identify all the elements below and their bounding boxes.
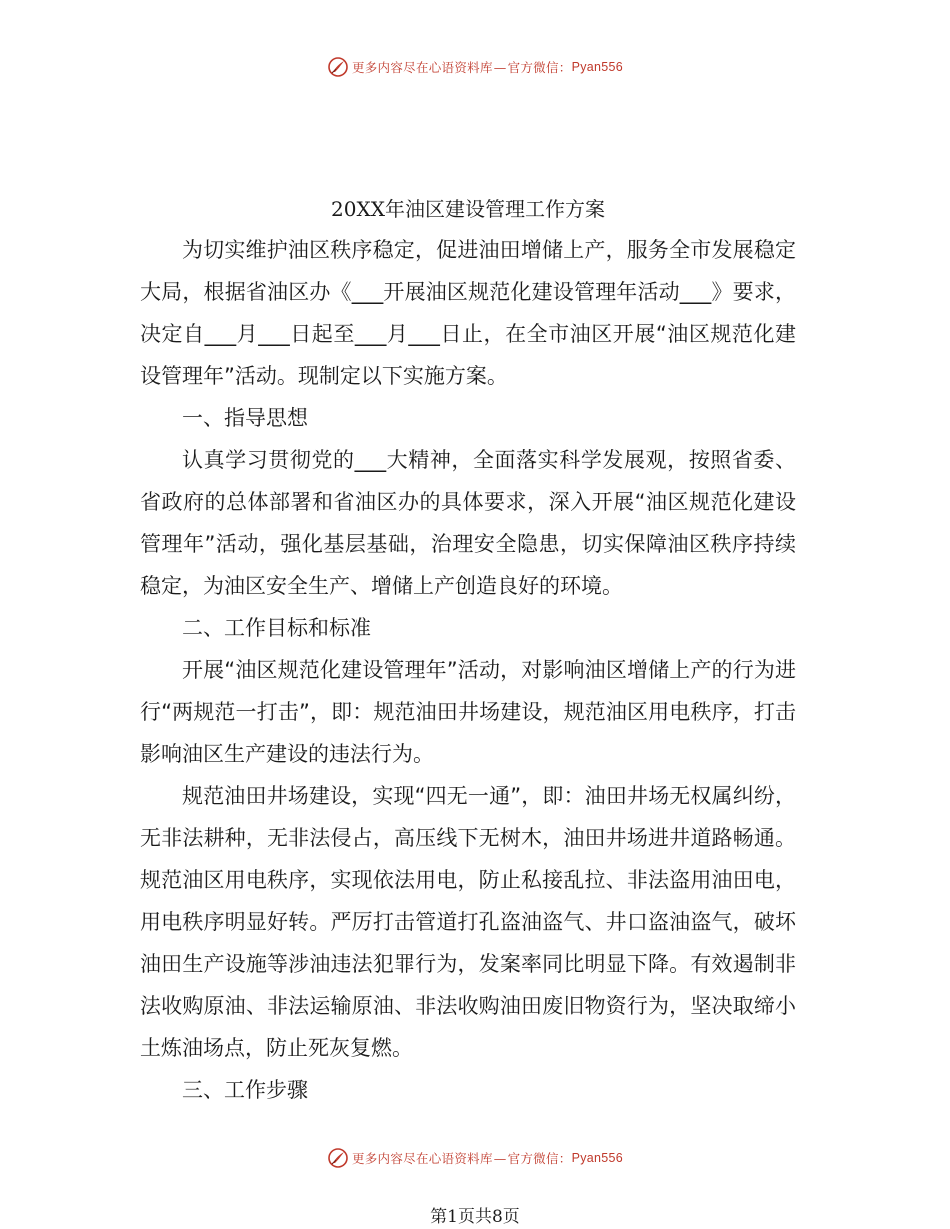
section-heading-guiding-ideology: 一、指导思想 xyxy=(182,406,308,430)
paragraph-goals: 开展“油区规范化建设管理年”活动，对影响油区增储上产的行为进行“两规范一打击”，即：规范油田井场建设，规范油区用电秩序，打击影响油区生产建设的违法行为。 xyxy=(140,658,796,766)
header-watermark xyxy=(0,55,950,79)
watermark-official-label: 官方微信： xyxy=(507,1151,572,1166)
watermark-wechat-id: Pyan556 xyxy=(571,60,624,74)
title-text: 年油区建设管理工作方案 xyxy=(384,197,605,221)
watermark-wechat-id: Pyan556 xyxy=(571,1151,624,1165)
watermark-name: 更多内容尽在心语资料库 xyxy=(351,60,493,75)
paragraph-intro: 为切实维护油区秩序稳定，促进油田增储上产，服务全市发展稳定大局，根据省油区办《___开展油区规范化建设管理年活动___》要求，决定自___月___日起至___月___日止，在全市油区开展“油区规范化建设管理年”活动。现制定以下实施方案。 xyxy=(140,238,796,388)
page-number: 第1页共8页 xyxy=(430,1207,520,1227)
paragraph-standards: 规范油田井场建设，实现“四无一通”，即：油田井场无权属纠纷，无非法耕种，无非法侵占，高压线下无树木，油田井场进井道路畅通。规范油区用电秩序，实现依法用电，防止私接乱拉、非法盗用油田电，用电秩序明显好转。严厉打击管道打孔盗油盗气、井口盗油盗气，破坏油田生产设施等涉油违法犯罪行为，发案率同比明显下降。有效遏制非法收购原油、非法运输原油、非法收购油田废旧物资行为，坚决取缔小土炼油场点，防止死灰复燃。 xyxy=(140,784,796,1060)
watermark-separator: — xyxy=(493,1150,507,1166)
watermark-name: 更多内容尽在心语资料库 xyxy=(351,1151,493,1166)
quill-logo-icon xyxy=(327,56,349,78)
section-heading-goals-standards: 二、工作目标和标准 xyxy=(182,616,371,640)
document-title xyxy=(140,195,796,223)
quill-logo-icon xyxy=(327,1147,349,1169)
section-heading-work-steps: 三、工作步骤 xyxy=(182,1078,308,1102)
watermark-official-label: 官方微信： xyxy=(507,60,572,75)
footer-watermark xyxy=(0,1146,950,1170)
document-body xyxy=(140,229,796,1111)
watermark-separator: — xyxy=(493,59,507,75)
title-year: 20XX xyxy=(331,197,385,221)
paragraph-guiding-ideology: 认真学习贯彻党的___大精神，全面落实科学发展观，按照省委、省政府的总体部署和省油区办的具体要求，深入开展“油区规范化建设管理年”活动，强化基层基础，治理安全隐患，切实保障油区秩序持续稳定，为油区安全生产、增储上产创造良好的环境。 xyxy=(140,448,796,598)
